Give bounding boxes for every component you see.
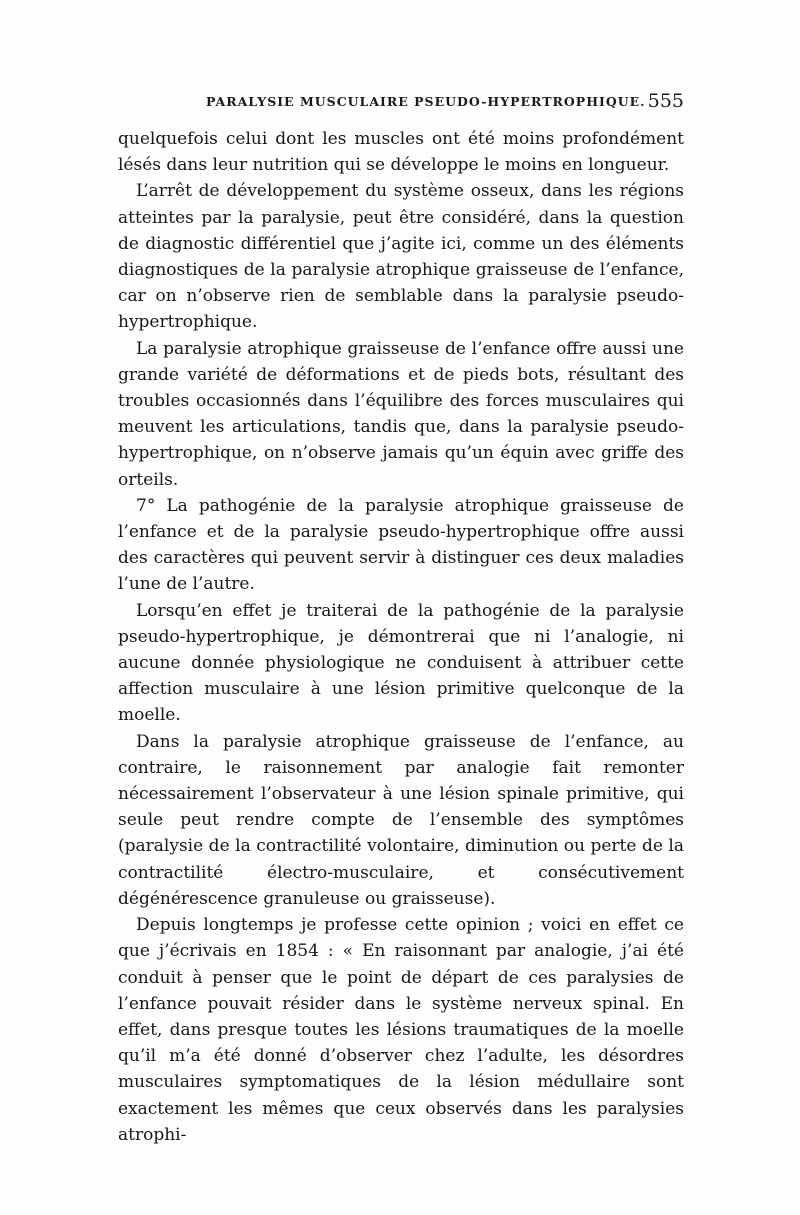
running-title: PARALYSIE MUSCULAIRE PSEUDO-HYPERTROPHIQUE. [206,94,646,109]
paragraph-continuation: quelquefois celui dont les muscles ont été moins profondément lésés dans leur nutrition qui se développe le moins en longueur. [118,129,684,176]
paragraph: 7° La pathogénie de la paralysie atrophique graisseuse de l’enfance et de la paralysie pseudo-hypertrophique offre aussi des caractères qui peuvent servir à distinguer ces deux maladies l’une de l’autre. [118,495,684,595]
paragraph: La paralysie atrophique graisseuse de l’enfance offre aussi une grande variété de déformations et de pieds bots, résultant des troubles occasionnés dans l’équilibre des forces musculaires qui meuvent les articulations, tandis que, dans la paralysie pseudo-hypertrophique, on n’observe jamais qu’un équin avec griffe des orteils. [118,338,684,490]
running-header [118,92,684,116]
paragraph: Lorsqu’en effet je traiterai de la pathogénie de la paralysie pseudo-hypertrophique, je démontrerai que ni l’analogie, ni aucune donnée physiologique ne conduisent à attribuer cette affection musculaire à une lésion primitive quelconque de la moelle. [118,600,684,726]
page-number: 555 [647,90,684,112]
paragraph: Dans la paralysie atrophique graisseuse de l’enfance, au contraire, le raisonnement par analogie fait remonter nécessairement l’observateur à une lésion spinale primitive, qui seule peut rendre compte de l’ensemble des symptômes (paralysie de la contractilité volontaire, diminution ou perte de la contractilité électro-musculaire, et consécutivement dégénérescence granuleuse ou graisseuse). [118,731,684,909]
paragraph: L’arrêt de développement du système osseux, dans les régions atteintes par la paralysie, peut être considéré, dans la question de diagnostic différentiel que j’agite ici, comme un des éléments diagnostiques de la paralysie atrophique graisseuse de l’enfance, car on n’observe rien de semblable dans la paralysie pseudo-hypertrophique. [118,181,684,333]
paragraph: Depuis longtemps je professe cette opinion ; voici en effet ce que j’écrivais en 1854 : « En raisonnant par analogie, j’ai été conduit à penser que le point de départ de ces paralysies de l’enfance pouvait résider dans le système nerveux spinal. En effet, dans presque toutes les lésions traumatiques de la moelle qu’il m’a été donné d’observer chez l’adulte, les désordres musculaires symptomatiques de la lésion médullaire sont exactement les mêmes que ceux observés dans les paralysies atrophi- [118,915,684,1145]
body-text [118,126,684,1148]
